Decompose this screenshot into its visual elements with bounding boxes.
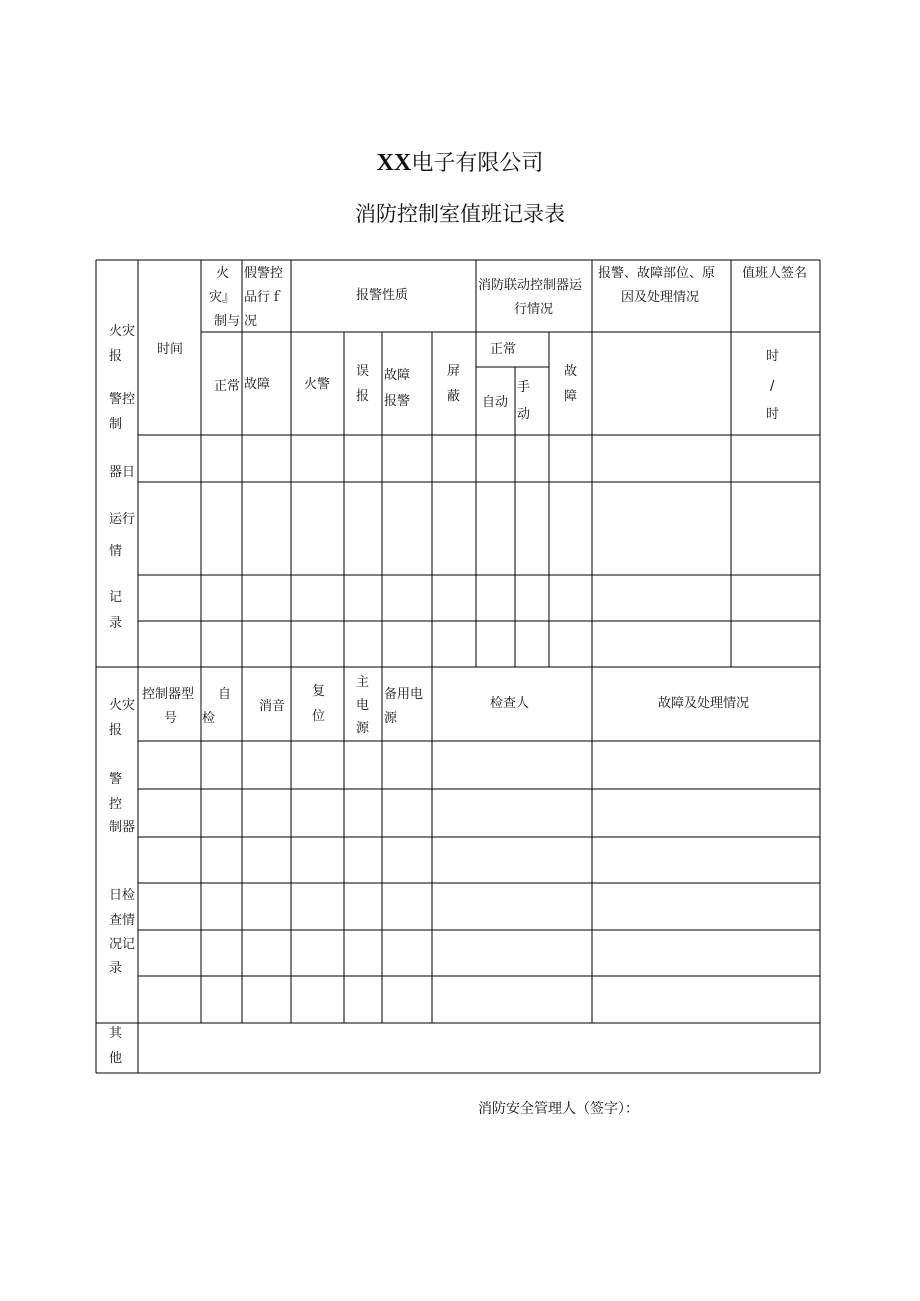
section2-side-label-3: 警 [109,772,123,787]
col-backup-power-line-1: 备用电 [384,687,424,702]
sub-linkage-fault-2: 障 [564,389,578,404]
other-label-1: 其 [109,1026,123,1041]
section1-side-label-5: 器日 [109,465,136,480]
col-false-ctrl-line-3: 况 [244,314,258,329]
section1-side-label-9: 录 [109,616,123,631]
section1-side-label-8: 记 [109,590,123,605]
sub-false-1: 误 [356,364,370,379]
section1-side-label-7: 情 [109,544,123,559]
company-suffix: 电子有限公司 [411,151,544,176]
sub-linkage-fault-1: 故 [564,364,578,379]
col-fault-handling-header: 故障及处理情况 [658,696,750,711]
other-label-2: 他 [109,1051,123,1066]
form-title: 消防控制室值班记录表 [355,202,565,226]
sub-false-2: 报 [356,389,370,404]
col-reset-line-1: 复 [312,684,326,699]
section1-side-label-1: 火灾 [109,324,136,339]
sub-time-line-3: 时 [766,407,780,422]
col-fault-location-line-1: 报警、故障部位、原 [598,266,716,281]
section2-side-label-9: 录 [109,961,123,976]
sub-fault-alarm-2: 报警 [384,394,411,409]
col-false-ctrl-line-2: 品行ｆ [244,290,284,305]
sub-manual-1: 手 [517,380,531,395]
sub-time-line-1: 时 [766,349,780,364]
col-reset-line-2: 位 [312,709,326,724]
col-main-power-line-3: 源 [356,721,370,736]
sub-manual-2: 动 [517,407,531,422]
col-time-header: 时间 [157,342,184,357]
sub-shield-2: 蔽 [447,389,461,404]
sub-linkage-normal: 正常 [490,342,517,357]
sub-fault-alarm-1: 故障 [384,368,411,383]
section2-side-label-4: 控 [109,797,123,812]
col-main-power-line-1: 主 [356,675,370,690]
sub-normal: 正常 [214,379,241,394]
col-main-power-line-2: 电 [356,698,370,713]
section1-side-label-4: 制 [109,417,123,432]
col-fault-location-line-2: 因及处理情况 [621,290,700,305]
col-model-line-2: 号 [164,711,178,726]
sub-fault: 故障 [244,377,271,392]
section2-side-label-1: 火灾 [109,698,136,713]
company-prefix: XX [376,150,412,176]
sub-time-line-2: / [770,379,775,394]
col-fire-ctrl-line-3: 制与 [214,314,241,329]
col-selfcheck-line-2: 检 [202,711,216,726]
section1-side-label-6: 运行 [109,512,136,527]
col-linkage-line-2: 行情况 [514,302,554,317]
col-false-ctrl-line-1: 假警控 [244,266,284,281]
col-fire-ctrl-line-1: 火 [216,266,230,281]
section2-side-label-7: 查情 [109,913,136,928]
col-alarm-nature-header: 报警性质 [356,288,409,303]
section1-side-label-2: 报 [109,349,123,364]
sub-fire: 火警 [304,377,331,392]
col-inspector-header: 检查人 [490,696,530,711]
sub-shield-1: 屏 [447,364,461,379]
sub-auto: 自动 [482,395,509,410]
col-mute-header: 消音 [259,699,286,714]
col-backup-power-line-2: 源 [384,711,398,726]
section2-side-label-8: 况记 [109,937,136,952]
section2-side-label-6: 日检 [109,888,136,903]
section1-side-label-3: 警控 [109,392,136,407]
section2-side-label-2: 报 [109,723,123,738]
col-linkage-line-1: 消防联动控制器运 [478,278,583,293]
col-model-line-1: 控制器型 [142,687,195,702]
col-selfcheck-line-1: 自 [218,687,232,702]
col-duty-sign-header: 值班人签名 [742,266,808,281]
section2-side-label-5: 制器 [109,820,136,835]
col-fire-ctrl-line-2: 灾』 [209,290,236,305]
signature-label: 消防安全管理人（签字）： [478,1101,639,1117]
